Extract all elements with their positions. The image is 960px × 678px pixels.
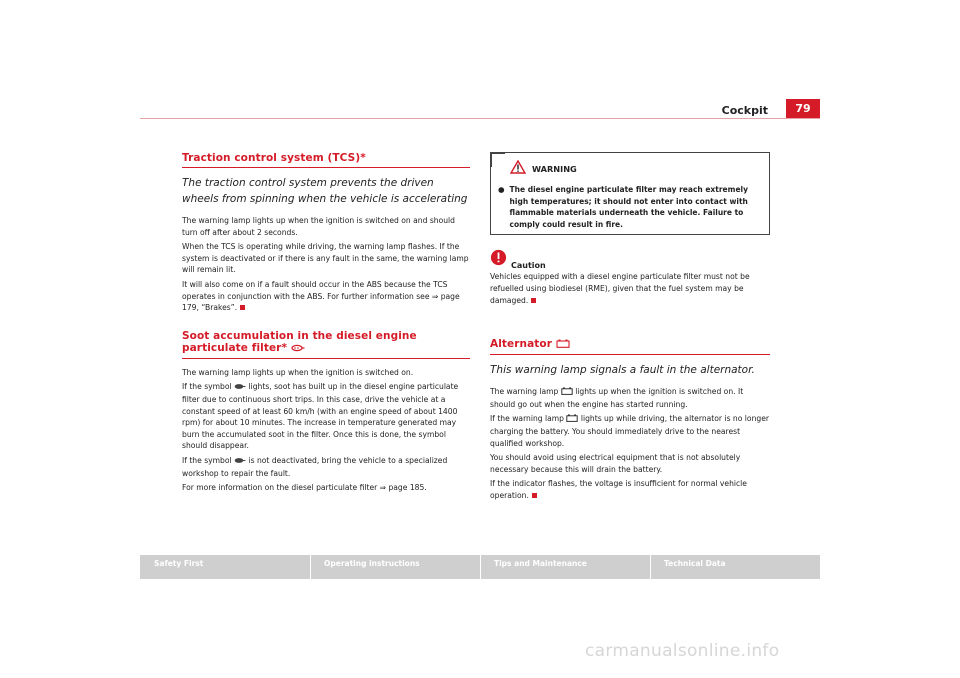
page-number: 79 — [786, 99, 820, 119]
alternator-paragraph-1 — [490, 386, 770, 410]
soot-paragraph-2-rest: lights, soot has built up in the diesel engine particulate filter due to continuous short trips. In this case, drive the vehicle at a constant speed of at least 60 km/h (with an engine speed of about 1400 rpm) for about 10 minutes. The increase in temperature generated may burn the accumulated soot in the filter. Once this is done, the symbol should disappear. — [182, 382, 459, 451]
footer-separator — [480, 555, 481, 579]
footer-tab-technical-data[interactable]: Technical Data — [664, 559, 726, 568]
alternator-heading — [490, 338, 770, 351]
alternator-paragraph-4-text: If the indicator flashes, the voltage is insufficient for normal vehicle operation. — [490, 479, 747, 500]
alternator-paragraph-2-lead: If the warning lamp — [490, 414, 565, 424]
footer-separator — [310, 555, 311, 579]
warning-bullet: ● — [498, 185, 505, 194]
alternator-paragraph-2 — [490, 413, 770, 449]
warning-header — [510, 159, 762, 178]
alternator-paragraph-1-rest: lights up when the ignition is switched on. It should go out when the engine has started running. — [490, 387, 744, 409]
particulate-filter-icon — [291, 343, 305, 355]
soot-paragraph-3-rest: is not deactivated, bring the vehicle to a specialized workshop to repair the fault. — [182, 455, 448, 478]
caution-title: Caution — [511, 261, 546, 271]
soot-heading — [182, 330, 470, 355]
tcs-paragraph-3 — [182, 279, 470, 314]
alternator-paragraph-4 — [490, 478, 770, 501]
tcs-paragraph-3-text: It will also come on if a fault should occur in the ABS because the TCS operates in conjunction with the ABS. For further information see ⇒ page 179, “Brakes”. — [182, 279, 460, 313]
alternator-paragraph-2-rest: lights up while driving, the alternator is no longer charging the battery. You should immediately drive to the nearest qualified workshop. — [490, 414, 769, 448]
section-divider — [490, 354, 770, 355]
watermark-text: carmanualsonline.info — [585, 641, 780, 661]
section-divider — [182, 167, 470, 168]
warning-title: WARNING — [532, 163, 577, 174]
section-end-marker — [531, 298, 536, 303]
header-divider — [140, 118, 820, 119]
tcs-paragraph-1: The warning lamp lights up when the ignition is switched on and should turn off after about 2 seconds. — [182, 216, 455, 237]
warning-text — [498, 184, 762, 230]
alternator-intro: This warning lamp signals a fault in the alternator. — [490, 364, 755, 377]
page-header-title: Cockpit — [721, 104, 768, 117]
alternator-section — [490, 338, 770, 501]
soot-paragraph-2 — [182, 381, 470, 452]
particulate-filter-icon — [234, 382, 246, 394]
warning-triangle-icon — [510, 159, 526, 178]
soot-paragraph-2-lead: If the symbol — [182, 382, 232, 392]
footer-separator — [650, 555, 651, 579]
soot-heading-text: Soot accumulation in the diesel engine particulate filter* — [182, 329, 417, 354]
soot-section — [182, 330, 470, 494]
caution-exclamation-icon — [490, 249, 507, 270]
caution-header — [490, 249, 770, 270]
soot-paragraph-4: For more information on the diesel particulate filter ⇒ page 185. — [182, 483, 427, 493]
caution-text — [490, 271, 770, 306]
alternator-paragraph-1-lead: The warning lamp — [490, 387, 559, 397]
particulate-filter-icon — [234, 456, 246, 468]
section-end-marker — [240, 305, 245, 310]
footer-tab-tips-maintenance[interactable]: Tips and Maintenance — [494, 559, 587, 568]
battery-icon — [561, 387, 573, 399]
battery-icon — [556, 339, 570, 351]
footer-tab-safety-first[interactable]: Safety First — [154, 559, 204, 568]
tcs-heading: Traction control system (TCS)* — [182, 152, 366, 164]
soot-paragraph-3-lead: If the symbol — [182, 455, 232, 465]
caution-text-content: Vehicles equipped with a diesel engine particulate filter must not be refuelled using biodiesel (RME), given that the fuel system may be damaged. — [490, 272, 750, 305]
tcs-section — [182, 152, 470, 314]
soot-paragraph-3 — [182, 455, 470, 479]
left-column — [182, 152, 470, 497]
soot-paragraph-1: The warning lamp lights up when the ignition is switched on. — [182, 367, 414, 377]
alternator-paragraph-3: You should avoid using electrical equipment that is not absolutely necessary because this will drain the battery. — [490, 453, 741, 474]
battery-icon — [566, 414, 578, 426]
section-end-marker — [532, 493, 537, 498]
footer-tab-operating-instructions[interactable]: Operating instructions — [324, 559, 420, 568]
tcs-paragraph-2: When the TCS is operating while driving, the warning lamp flashes. If the system is deactivated or if there is any fault in the same, the warning lamp will remain lit. — [182, 242, 469, 275]
warning-box — [490, 152, 770, 235]
warning-text-content: The diesel engine particulate filter may reach extremely high temperatures; it should not enter into contact with flammable materials underneath the vehicle. Failure to comply could result in fire. — [509, 185, 749, 229]
alternator-heading-text: Alternator — [490, 338, 553, 351]
right-column — [490, 152, 770, 505]
tcs-intro: The traction control system prevents the driven wheels from spinning when the vehicle is accelerating — [182, 177, 468, 205]
